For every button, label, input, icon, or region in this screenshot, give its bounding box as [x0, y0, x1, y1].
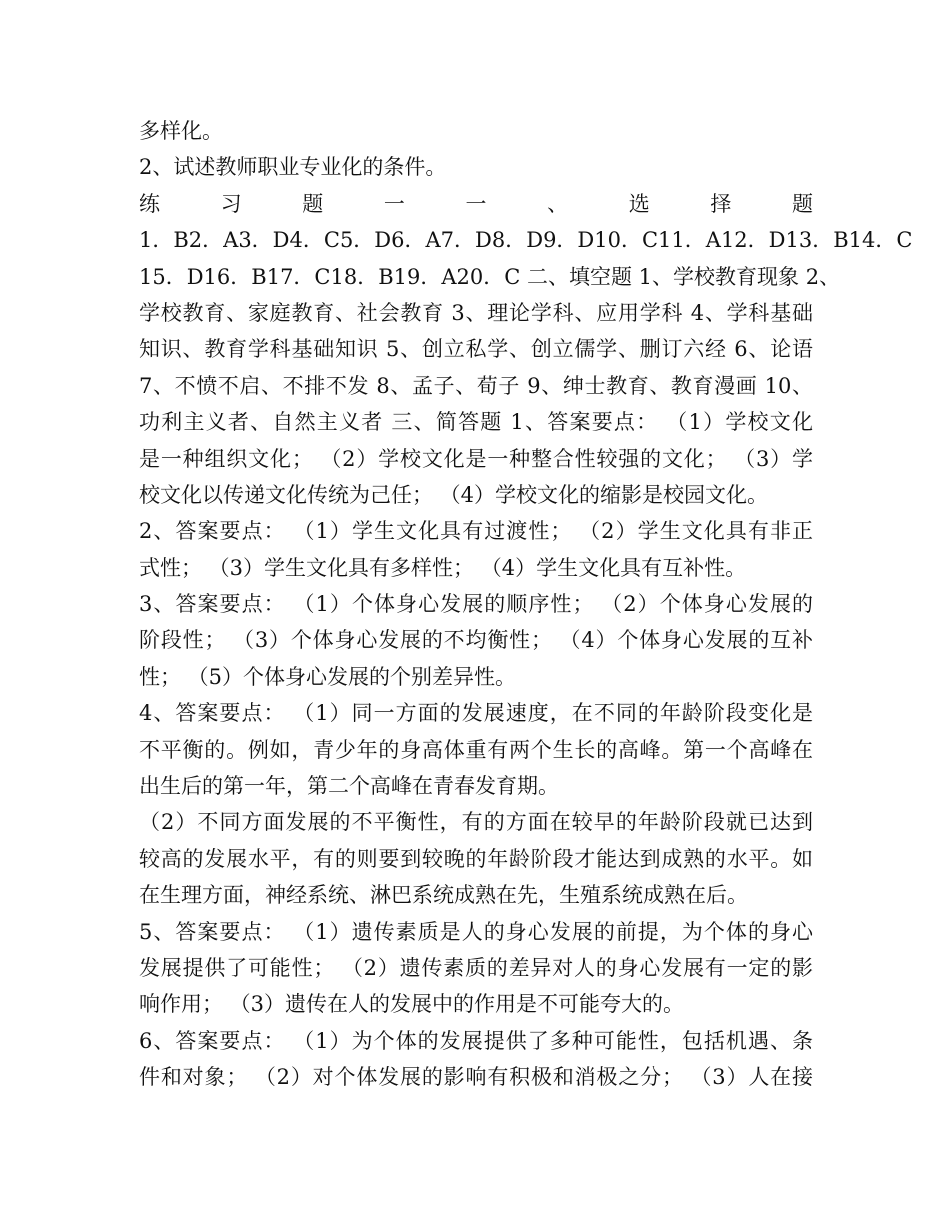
text-line: 4、答案要点： （1）同一方面的发展速度，在不同的年龄阶段变化是: [139, 701, 813, 726]
heading-char: 、: [547, 191, 569, 216]
text-line: 5、答案要点： （1）遗传素质是人的身心发展的前提，为个体的身心: [139, 919, 813, 944]
text-line: 3、答案要点： （1）个体身心发展的顺序性； （2）个体身心发展的: [139, 592, 813, 617]
heading-char: 择: [710, 191, 732, 216]
text-line: 是一种组织文化； （2）学校文化是一种整合性较强的文化； （3）学: [139, 446, 813, 471]
text-line: 不平衡的。例如，青少年的身高体重有两个生长的高峰。第一个高峰在: [139, 737, 813, 762]
text-line: 6、答案要点： （1）为个体的发展提供了多种可能性，包括机遇、条: [139, 1028, 813, 1053]
text-line: 多样化。: [139, 119, 223, 143]
heading-char: 一: [465, 191, 487, 216]
heading-char: 题: [302, 191, 324, 216]
text-line: 性； （5）个体身心发展的个别差异性。: [139, 664, 517, 689]
text-line: 学校教育、家庭教育、社会教育 3、理论学科、应用学科 4、学科基础: [139, 300, 813, 325]
text-line: 在生理方面，神经系统、淋巴系统成熟在先，生殖系统成熟在后。: [139, 883, 748, 908]
heading-char: 题: [792, 191, 813, 216]
text-line: 功利主义者、自然主义者 三、简答题 1、答案要点： （1）学校文化: [139, 410, 813, 435]
document-body: [139, 113, 913, 1096]
text-line: 式性； （3）学生文化具有多样性； （4）学生文化具有互补性。: [139, 555, 747, 580]
heading-char: 一: [383, 191, 405, 216]
heading-char: 选: [628, 191, 650, 216]
text-line: 发展提供了可能性； （2）遗传素质的差异对人的身心发展有一定的影: [139, 955, 813, 980]
text-line: 2、试述教师职业专业化的条件。: [139, 155, 447, 180]
text-line: （2）不同方面发展的不平衡性，有的方面在较早的年龄阶段就已达到: [139, 810, 813, 835]
exercise-heading: [139, 186, 813, 222]
text-line: 1．B2．A3．D4．C5．D6．A7．D8．D9．D10．C11．A12．D13．B14．C: [139, 228, 913, 253]
text-line: 响作用； （3）遗传在人的发展中的作用是不可能夸大的。: [139, 992, 685, 1017]
text-line: 7、不愤不启、不排不发 8、孟子、荀子 9、绅士教育、教育漫画 10、: [139, 373, 813, 398]
text-line: 件和对象； （2）对个体发展的影响有积极和消极之分； （3）人在接: [139, 1065, 813, 1090]
text-line: 2、答案要点： （1）学生文化具有过渡性； （2）学生文化具有非正: [139, 519, 813, 544]
text-line: 15．D16．B17．C18．B19．A20．C 二、填空题 1、学校教育现象 2、: [139, 264, 841, 289]
text-line: 知识、教育学科基础知识 5、创立私学、创立儒学、删订六经 6、论语: [139, 337, 813, 362]
text-line: 出生后的第一年，第二个高峰在青春发育期。: [139, 774, 559, 799]
text-line: 校文化以传递文化传统为己任； （4）学校文化的缩影是校园文化。: [139, 482, 769, 507]
text-line: 较高的发展水平，有的则要到较晚的年龄阶段才能达到成熟的水平。如: [139, 846, 813, 871]
heading-char: 练: [139, 191, 160, 216]
text-line: 阶段性； （3）个体身心发展的不均衡性； （4）个体身心发展的互补: [139, 628, 813, 653]
heading-char: 习: [220, 191, 242, 216]
